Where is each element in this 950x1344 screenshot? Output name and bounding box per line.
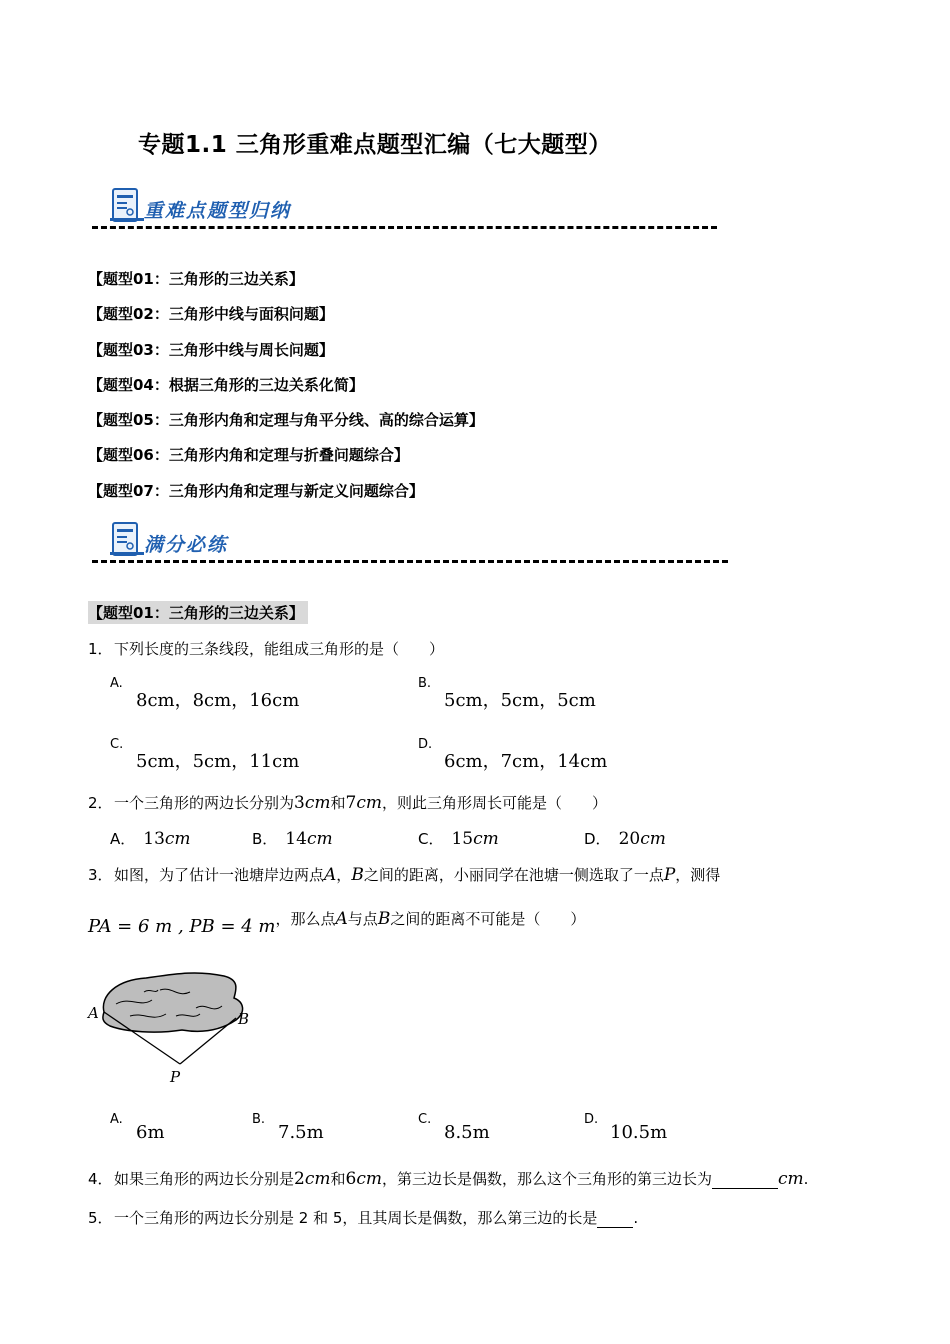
question-text: 一个三角形的两边长分别为: [114, 794, 295, 812]
question-number: 3．: [88, 866, 113, 884]
question-3: [88, 864, 720, 885]
page-title: 专题1.1 三角形重难点题型汇编（七大题型）: [138, 132, 612, 158]
option-value: 14: [285, 829, 307, 849]
question-1: [88, 638, 444, 659]
option-value: 5cm，5cm，11cm: [136, 751, 300, 772]
toc-item: 【题型01：三角形的三边关系】: [88, 270, 304, 288]
question-text: 和: [330, 1170, 346, 1188]
question-text: 之间的距离，小丽同学在池塘一侧选取了一点: [363, 866, 664, 884]
toc-item: 【题型03：三角形中线与周长问题】: [88, 340, 334, 359]
practice-banner-title: 满分必练: [144, 534, 229, 556]
toc-item: 【题型06：三角形内角和定理与折叠问题综合】: [88, 446, 409, 465]
dashed-divider: [92, 560, 728, 563]
point-label: P: [663, 865, 676, 885]
math-value: 3: [294, 793, 305, 813]
option-value: 15: [451, 829, 474, 849]
option-letter: C.: [110, 737, 124, 752]
option-unit: cm: [164, 829, 191, 849]
question-text: 和: [330, 794, 346, 812]
question-text: 之间的距离不可能是（ ）: [390, 910, 586, 928]
banner-accent: [110, 552, 144, 555]
option-a[interactable]: [110, 828, 191, 849]
toc-item: 【题型07：三角形内角和定理与新定义问题综合】: [88, 481, 424, 500]
option-letter: D.: [418, 737, 433, 752]
question-5: [88, 1207, 638, 1228]
question-number: 2．: [88, 794, 113, 812]
question-text: 一个三角形的两边长分别是 2 和 5，且其周长是偶数，那么第三边的长是: [114, 1209, 598, 1227]
option-letter: A.: [110, 676, 123, 691]
math-value: 6: [345, 1169, 357, 1189]
math-unit: cm: [304, 1169, 331, 1189]
question-3-line-2: [88, 909, 586, 937]
toc-item: 【题型02：三角形中线与面积问题】: [88, 305, 334, 324]
math-unit: cm: [304, 793, 331, 813]
option-value: 7.5m: [278, 1122, 324, 1143]
option-letter: B．: [252, 830, 278, 848]
option-letter: C．: [418, 830, 444, 848]
answer-blank[interactable]: [712, 1172, 778, 1189]
option-value: 6m: [136, 1122, 165, 1143]
option-unit: cm: [306, 829, 333, 849]
question-text: .: [803, 1170, 809, 1188]
question-type-list: [88, 268, 484, 515]
option-letter: B.: [252, 1112, 266, 1127]
question-text: .: [633, 1209, 639, 1227]
question-text: ，: [336, 866, 352, 884]
option-letter: A．: [110, 830, 136, 848]
option-value: 10.5m: [610, 1122, 668, 1143]
question-text: 如果三角形的两边长分别是: [114, 1170, 295, 1188]
option-unit: cm: [640, 829, 666, 849]
question-text: ，第三边长是偶数，那么这个三角形的第三边长为: [382, 1170, 713, 1188]
math-value: 2: [294, 1169, 305, 1189]
toc-item: 【题型04：根据三角形的三边关系化简】: [88, 375, 364, 394]
dashed-divider: [92, 226, 717, 229]
option-letter: A.: [110, 1112, 123, 1127]
question-2: [88, 792, 607, 813]
option-value: 5cm，5cm，5cm: [444, 690, 596, 711]
option-letter: B.: [418, 676, 432, 691]
math-unit: cm: [356, 1169, 382, 1189]
option-unit: cm: [473, 829, 499, 849]
question-number: 5．: [88, 1209, 113, 1227]
label-p: P: [170, 1068, 181, 1086]
label-a: A: [88, 1004, 99, 1022]
math-formula: PA = 6 m , PB = 4 m: [88, 916, 276, 937]
option-letter: D.: [584, 1112, 599, 1127]
option-value: 8cm，8cm，16cm: [136, 690, 300, 711]
math-value: 7: [345, 793, 357, 813]
option-value: 20: [618, 829, 641, 849]
toc-item: 【题型05：三角形内角和定理与角平分线、高的综合运算】: [88, 411, 484, 430]
question-text: 如图，为了估计一池塘岸边两点: [114, 866, 325, 884]
question-number: 4．: [88, 1170, 113, 1188]
option-b[interactable]: [252, 828, 333, 849]
pond-shape: [103, 973, 243, 1032]
math-unit: cm: [778, 1169, 804, 1189]
option-value: 6cm，7cm，14cm: [444, 751, 608, 772]
point-label: A: [324, 865, 337, 885]
math-unit: cm: [356, 793, 382, 813]
practice-section-banner: [92, 522, 732, 572]
option-d[interactable]: [584, 828, 666, 849]
type-heading: 【题型01：三角形的三边关系】: [88, 601, 308, 624]
point-label: B: [377, 909, 391, 929]
point-label: B: [351, 865, 364, 885]
question-text: ，则此三角形周长可能是（ ）: [382, 794, 608, 812]
question-text: ，那么点: [275, 910, 336, 928]
document-icon: [112, 188, 138, 222]
point-label: A: [335, 909, 348, 929]
option-value: 8.5m: [444, 1122, 490, 1143]
question-text: 下列长度的三条线段，能组成三角形的是（ ）: [114, 640, 445, 658]
question-4: [88, 1168, 808, 1189]
answer-blank[interactable]: [597, 1211, 633, 1228]
question-text: ，测得: [675, 866, 721, 884]
option-letter: D．: [584, 830, 611, 848]
banner-accent: [110, 218, 144, 221]
summary-banner-title: 重难点题型归纳: [144, 200, 292, 222]
summary-section-banner: [92, 188, 732, 238]
option-value: 13: [143, 829, 165, 849]
question-text: 与点: [347, 910, 378, 928]
pond-figure: [86, 968, 266, 1088]
label-b: B: [238, 1010, 250, 1028]
option-letter: C.: [418, 1112, 432, 1127]
document-icon: [112, 522, 138, 556]
question-number: 1．: [88, 640, 113, 658]
option-c[interactable]: [418, 828, 499, 849]
